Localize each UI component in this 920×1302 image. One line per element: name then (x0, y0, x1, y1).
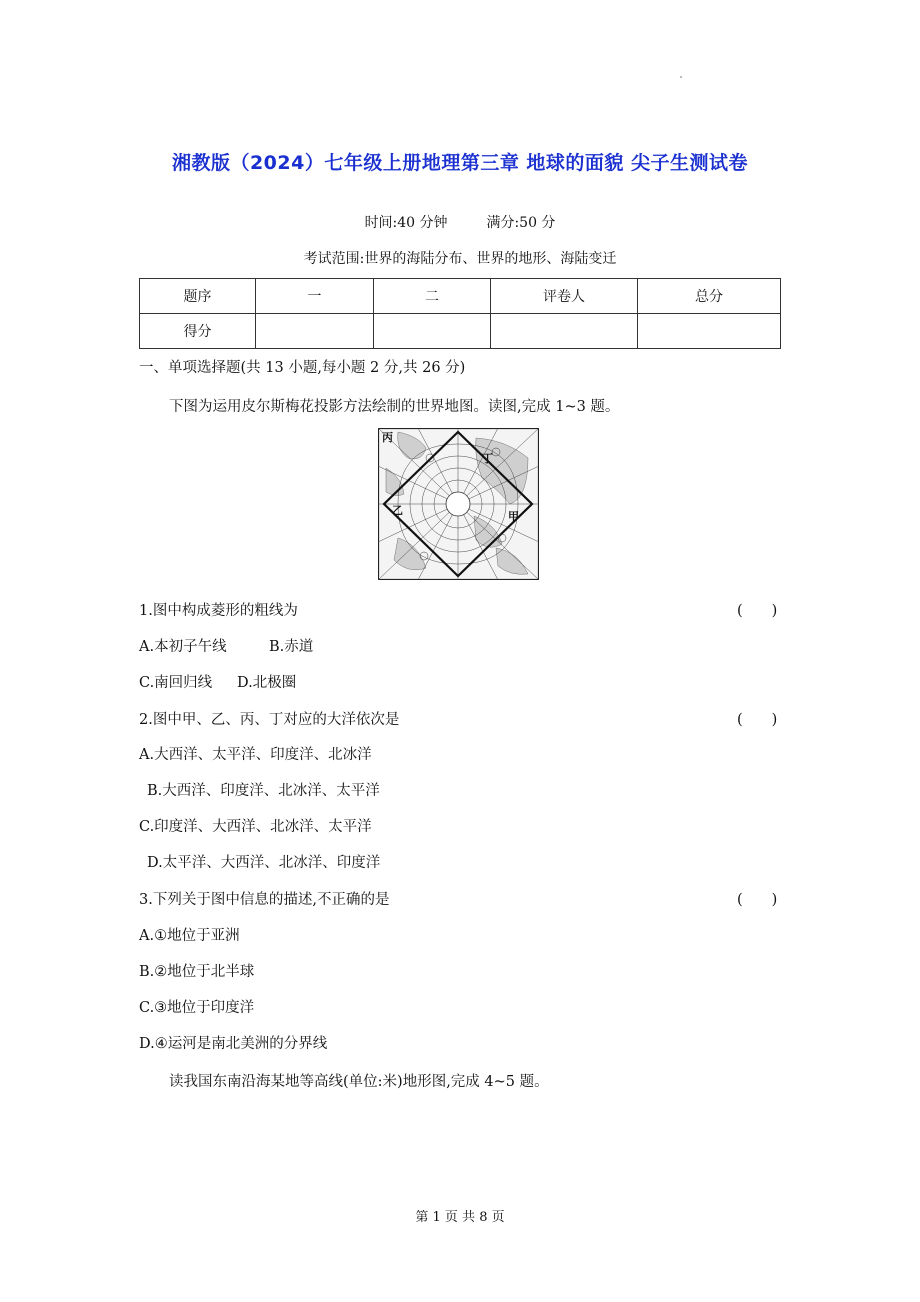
question-1-option-d[interactable]: D.北极圈 (237, 675, 297, 691)
question-2-answer-blank[interactable]: ( ) (737, 712, 778, 728)
question-3-option-a[interactable]: A.①地位于亚洲 (139, 928, 240, 944)
exam-scope: 考试范围:世界的海陆分布、世界的地形、海陆变迁 (303, 251, 617, 267)
peirce-quincuncial-map (378, 428, 539, 580)
question-intro: 读我国东南沿海某地等高线(单位:米)地形图,完成 4~5 题。 (169, 1074, 549, 1090)
question-3-option-d[interactable]: D.④运河是南北美洲的分界线 (139, 1036, 328, 1052)
map-label-jia: 甲 (508, 510, 519, 523)
question-1-answer-blank[interactable]: ( ) (737, 603, 778, 619)
north-pole (446, 492, 470, 516)
question-2-option-b[interactable]: B.大西洋、印度洋、北冰洋、太平洋 (147, 783, 380, 799)
question-3-option-c[interactable]: C.③地位于印度洋 (139, 1000, 255, 1016)
score-cell[interactable] (256, 314, 374, 349)
question-1-option-a[interactable]: A.本初子午线 (139, 639, 227, 655)
exam-time-score (0, 212, 920, 232)
question-3-answer-blank[interactable]: ( ) (737, 892, 778, 908)
question-intro: 下图为运用皮尔斯梅花投影方法绘制的世界地图。读图,完成 1~3 题。 (169, 399, 620, 415)
score-table-score-row (140, 314, 781, 349)
score-table-header: 评卷人 (491, 279, 638, 314)
question-2-option-a[interactable]: A.大西洋、太平洋、印度洋、北冰洋 (139, 747, 372, 763)
page-title: 湘教版（2024）七年级上册地理第三章 地球的面貌 尖子生测试卷 (171, 152, 749, 174)
section-heading: 一、单项选择题(共 13 小题,每小题 2 分,共 26 分) (139, 360, 466, 376)
score-cell[interactable] (374, 314, 491, 349)
score-table-header: 总分 (638, 279, 781, 314)
exam-time: 时间:40 分钟 (364, 215, 448, 231)
map-label-bing: 丙 (382, 431, 393, 444)
score-table-header: 题序 (140, 279, 256, 314)
score-table-header: 二 (374, 279, 491, 314)
world-map-figure (378, 428, 539, 580)
question-2-stem: 2.图中甲、乙、丙、丁对应的大洋依次是 (139, 712, 400, 728)
map-label-yi: 乙 (392, 504, 403, 517)
question-2-option-c[interactable]: C.印度洋、大西洋、北冰洋、太平洋 (139, 819, 372, 835)
score-row-label: 得分 (140, 314, 256, 349)
map-label-ding: 丁 (482, 452, 493, 465)
score-table (139, 278, 781, 349)
decorative-dot (680, 76, 682, 78)
question-1-option-c[interactable]: C.南回归线 (139, 675, 213, 691)
question-3-stem: 3.下列关于图中信息的描述,不正确的是 (139, 892, 390, 908)
question-2-option-d[interactable]: D.太平洋、大西洋、北冰洋、印度洋 (147, 855, 381, 871)
page-footer: 第 1 页 共 8 页 (415, 1210, 505, 1225)
exam-full-score: 满分:50 分 (486, 215, 556, 231)
score-cell[interactable] (638, 314, 781, 349)
score-cell[interactable] (491, 314, 638, 349)
score-table-header: 一 (256, 279, 374, 314)
question-3-option-b[interactable]: B.②地位于北半球 (139, 964, 255, 980)
question-1-option-b[interactable]: B.赤道 (269, 639, 314, 655)
score-table-header-row (140, 279, 781, 314)
question-1-stem: 1.图中构成菱形的粗线为 (139, 603, 298, 619)
